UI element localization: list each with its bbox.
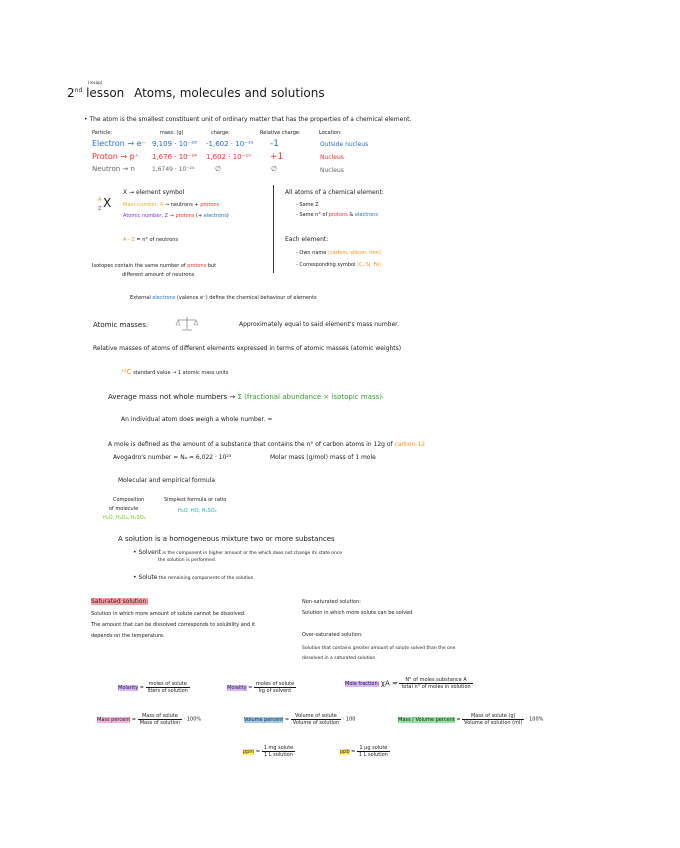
title-topic: Atoms, molecules and solutions	[134, 86, 325, 100]
table-row-loc: Nucleus	[320, 167, 344, 174]
element-symbol-glyph: X	[103, 196, 112, 210]
table-header-relative: Relative charge:	[260, 130, 301, 136]
ppm-formula: ppm = $\frac{\text{1 mg solute}}{\text{1 L solution}}$	[243, 745, 294, 758]
mass-percent-formula: Mass percent = $\frac{\text{Mass of solute}}{\text{Mass of solution}}$ · 100%	[97, 713, 202, 726]
saturated-line: Solution in which more amount of solute cannot be dissolved.	[91, 611, 246, 617]
table-row-charge: ∅	[215, 165, 222, 173]
symbol-line-3: Atomic number, Z → protons (+ electrons)	[123, 213, 229, 219]
molar-mass: Molar mass (g/mol) mass of 1 mole	[270, 454, 376, 461]
table-row-rel: ∅	[271, 165, 278, 173]
atomic-masses-label: Atomic masses:	[93, 321, 149, 329]
title-number: 2	[67, 86, 75, 100]
solution-title: A solution is a homogeneous mixture two or more substances	[118, 535, 335, 543]
mole-fraction-formula: Mole fraction: χA = $\frac{\text{N° of moles substance A}}{\text{total n° of moles in solution}}$	[345, 677, 471, 690]
symbol-mass-number: A	[98, 197, 102, 203]
isotopes-text: Isotopes contain the same number of protons but	[92, 263, 217, 269]
volume-percent-formula: Volume percent = $\frac{\text{Volume of solute}}{\text{Volume of solution}}$ · 100	[244, 713, 356, 726]
divider-line	[273, 185, 274, 273]
table-row-mass: 9,109 · 10⁻²⁸	[152, 140, 197, 148]
atoms-same-item: - Same Z	[296, 202, 319, 208]
title-lesson: lesson	[86, 86, 125, 100]
external-electrons-text: External electrons (valence e⁻) define the chemical behaviour of elements	[130, 295, 317, 301]
table-row-loc: Nucleus	[320, 154, 344, 161]
formula-empirical-examples: H₂O, HO, H₂SO₄	[178, 508, 217, 514]
saturated-line: The amount that can be dissolved corresponds to solubility and it	[91, 622, 256, 628]
table-row-particle: Proton → p⁺	[92, 152, 139, 161]
title-small: (recap)	[88, 80, 103, 85]
mole-definition: A mole is defined as the amount of a substance that contains the n° of carbon atoms in 12g of carbon-12	[108, 441, 426, 448]
symbol-line-1: X → element symbol	[123, 189, 185, 196]
each-element-item: - Corresponding symbol (C, Si, Fe)	[296, 262, 382, 268]
table-row-mass: 1,6749 · 10⁻²⁴	[152, 166, 195, 173]
molarity-formula: Molarity = $\frac{\text{moles of solute}}{\text{liters of solution}}$	[118, 681, 188, 694]
table-header-location: Location:	[319, 130, 342, 136]
isotopes-text-2: different amount of neutrons	[122, 272, 195, 278]
individual-atom-text: An individual atom does weigh a whole number. ≈	[121, 416, 273, 423]
table-row-charge: 1,602 · 10⁻¹⁹	[206, 153, 251, 161]
molality-formula: Molality = $\frac{\text{moles of solute}}{\text{kg of solvent}}$	[227, 681, 295, 694]
carbon12-text: ¹²C standard value → 1 atomic mass units	[121, 368, 229, 376]
solvent-text: • Solvent is the component in higher amount or the which does not change its state once	[133, 549, 343, 556]
intro-text: • The atom is the smallest constituent unit of ordinary matter that has the properties of a chemical element.	[84, 116, 412, 123]
relative-masses-text: Relative masses of atoms of different elements expressed in terms of atomic masses (atomic weights)	[93, 345, 402, 352]
table-row-loc: Outside nucleus	[320, 141, 369, 148]
scale-icon	[175, 316, 199, 336]
table-row-charge: -1,602 · 10⁻¹⁹	[206, 140, 254, 148]
avogadro-number: Avogadro's number = Nₐ = 6,022 · 10²³	[113, 454, 232, 461]
table-row-rel: +1	[270, 152, 284, 162]
symbol-line-4: A - Z = n° of neutrons	[123, 237, 179, 243]
each-element-item: - Own name (carbon, silicon, iron)	[296, 250, 381, 256]
over-saturated-line: Solution that contains greater amount of solute solved than the one	[302, 646, 456, 651]
formula-composition-2: of molecule	[109, 506, 139, 512]
atoms-same-title: All atoms of a chemical element:	[285, 189, 384, 196]
non-saturated-title: Non-saturated solution:	[302, 599, 361, 605]
table-row-rel: -1	[270, 139, 279, 149]
symbol-atomic-number: Z	[98, 206, 102, 212]
atomic-masses-desc: Approximately equal to said element's mass number.	[239, 321, 399, 328]
formula-composition: Composition	[113, 497, 145, 503]
formula-empirical: Simplest formula or ratio	[164, 497, 227, 503]
table-header-charge: charge:	[211, 130, 230, 136]
over-saturated-line: dissolved in a saturated solution.	[302, 656, 377, 661]
average-mass-text: Average mass not whole numbers → Σ (fractional abundance × isotopic mass)ᵢ	[108, 393, 384, 401]
each-element-title: Each element:	[285, 236, 329, 243]
page-title	[67, 80, 325, 100]
table-row-mass: 1,676 · 10⁻²⁴	[152, 153, 197, 161]
title-suffix: nd	[74, 87, 83, 94]
formula-molecular-examples: H₂O, H₂O₂, H₂SO₄	[103, 515, 146, 521]
atoms-same-item: - Same n° of protons & electrons	[296, 212, 378, 218]
non-saturated-line: Solution in which more solute can be solved	[302, 610, 413, 616]
symbol-line-2: Mass number, A → neutrons + protons	[123, 202, 220, 208]
solvent-text-2: the solution is performed.	[158, 558, 217, 563]
solute-text: • Solute the remaining components of the solution	[133, 574, 254, 581]
table-row-particle: Electron → e⁻	[92, 139, 146, 148]
mass-volume-percent-formula: Mass / Volume percent = $\frac{\text{Mass of solute (g)}}{\text{Volume of solution (ml)}}$ · 100%	[398, 713, 544, 726]
saturated-line: depends on the temperature.	[91, 633, 165, 639]
ppb-formula: ppb = $\frac{\text{1 μg solute}}{\text{1 L solution}}$	[340, 745, 388, 758]
over-saturated-title: Over-saturated solution:	[302, 632, 363, 638]
table-header-particle: Particle:	[92, 130, 113, 136]
table-row-particle: Neutron → n	[92, 165, 135, 173]
saturated-title: Saturated solution:	[91, 598, 149, 605]
formula-title: Molecular and empirical formula	[118, 477, 216, 484]
table-header-mass: mass: (g)	[160, 130, 184, 136]
